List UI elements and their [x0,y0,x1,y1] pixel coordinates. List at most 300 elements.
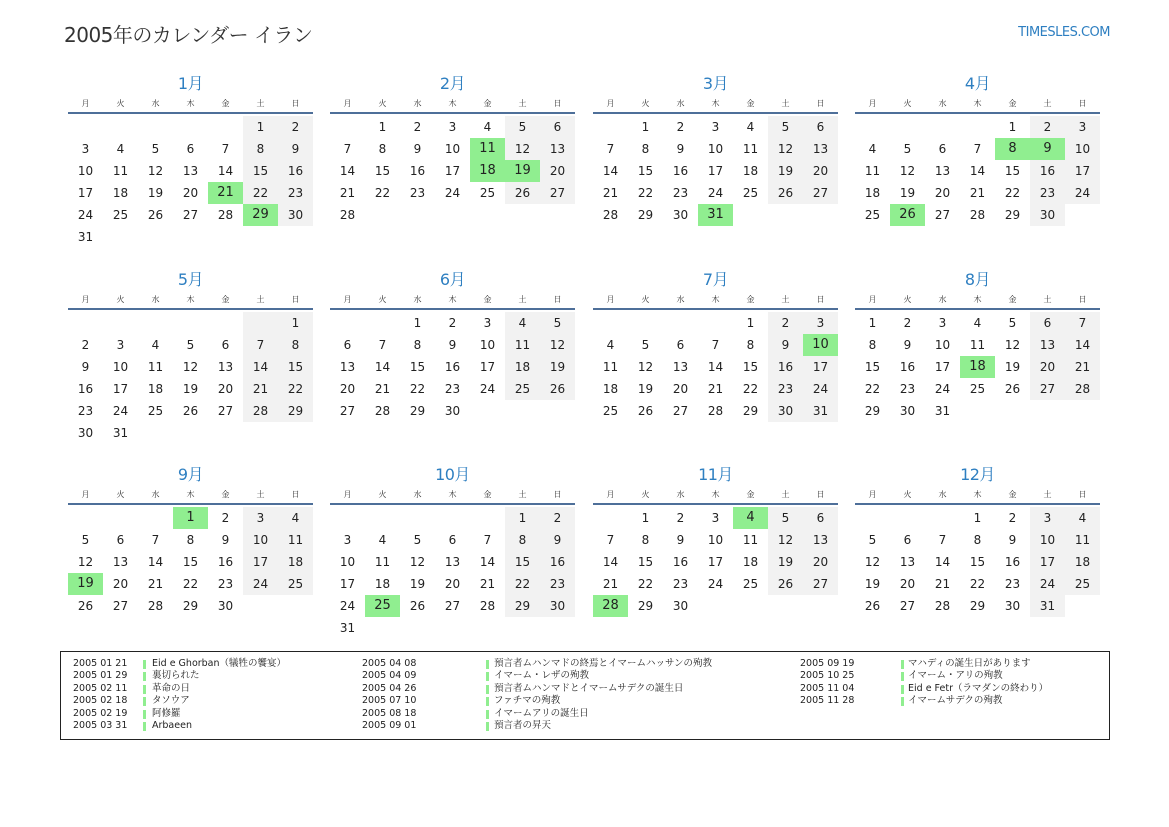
day-cell: 21 [243,378,278,400]
weekday-label: 水 [676,490,685,499]
legend-holiday-name: 預言者ムハンマドとイマームサデクの誕生日 [494,682,684,694]
weekday-header [68,97,313,111]
month-divider [593,112,838,114]
weekday-label: 日 [816,490,825,499]
day-cell-empty [173,116,208,138]
day-cell: 4 [868,142,877,156]
day-cell: 17 [1065,160,1100,182]
day-cell-empty [68,312,103,334]
day-cell: 14 [217,164,234,178]
day-cell-empty [103,312,138,334]
month-title: 1月 [177,74,204,93]
day-cell: 4 [151,338,160,352]
day-cell-empty [890,507,925,529]
legend-holiday-name: Eid e Fetr（ラマダンの終わり） [908,682,1049,694]
month-title: 2月 [439,74,466,93]
day-cell: 27 [444,599,461,613]
day-cell: 24 [112,404,129,418]
day-cell: 16 [540,551,575,573]
day-cell: 24 [444,186,461,200]
day-cell: 26 [768,182,803,204]
day-cell: 29 [505,595,540,617]
day-cell: 16 [672,555,689,569]
day-cell: 13 [339,360,356,374]
month-divider [68,308,313,310]
day-cell: 26 [505,182,540,204]
day-cell: 2 [1030,116,1065,138]
day-cell: 20 [112,577,129,591]
day-cell: 8 [868,338,877,352]
day-cell: 19 [409,577,426,591]
day-cell: 7 [378,338,387,352]
day-cell-empty [208,116,243,138]
weekday-label: 金 [1008,295,1017,304]
day-cell: 8 [641,142,650,156]
day-cell: 28 [602,208,619,222]
day-grid [68,116,313,248]
day-cell: 14 [934,555,951,569]
weekday-header [593,488,838,502]
day-cell-empty [68,507,103,529]
day-cell: 9 [1008,533,1017,547]
day-cell: 1 [413,316,422,330]
day-cell-empty [593,312,628,334]
day-cell: 5 [186,338,195,352]
day-cell: 20 [934,186,951,200]
day-cell: 28 [479,599,496,613]
day-cell: 2 [1008,511,1017,525]
month-8 [855,269,1100,422]
weekday-label: 土 [518,295,527,304]
day-grid [593,507,838,617]
month-divider [593,503,838,505]
day-cell: 24 [243,573,278,595]
weekday-header [68,488,313,502]
day-cell: 30 [444,404,461,418]
weekday-header [593,97,838,111]
day-cell: 30 [217,599,234,613]
legend-date: 2005 11 04 [800,682,855,694]
day-cell: 12 [505,138,540,160]
day-cell: 12 [864,555,881,569]
weekday-label: 金 [221,490,230,499]
day-cell: 14 [374,360,391,374]
day-cell: 30 [278,204,313,226]
day-cell: 15 [505,551,540,573]
legend-holiday-name: イマームアリの誕生日 [494,707,589,719]
day-cell: 28 [243,400,278,422]
weekday-label: 木 [186,295,195,304]
day-cell: 19 [899,186,916,200]
holiday-marker [143,697,146,706]
day-cell: 16 [444,360,461,374]
day-cell: 13 [803,529,838,551]
day-cell: 18 [1065,551,1100,573]
month-divider [68,112,313,114]
day-cell: 13 [899,555,916,569]
month-title: 11月 [698,465,733,484]
holiday-marker [901,697,904,706]
day-cell: 22 [278,378,313,400]
month-9 [68,464,313,617]
legend-holiday-name: イマーム・レザの殉教 [494,670,590,682]
day-cell: 21 [1065,356,1100,378]
holiday-marker [901,672,904,681]
day-cell: 6 [448,533,457,547]
holiday-marker [486,685,489,694]
day-cell: 17 [444,164,461,178]
weekday-label: 月 [343,295,352,304]
month-10 [330,464,575,639]
day-cell: 18 [374,577,391,591]
day-cell: 17 [339,577,356,591]
legend-holiday-name: Arbaeen [152,719,192,731]
day-cell: 16 [768,356,803,378]
day-cell: 3 [938,316,947,330]
weekday-label: 月 [81,99,90,108]
day-cell: 10 [77,164,94,178]
day-cell: 15 [637,555,654,569]
weekday-label: 土 [1043,99,1052,108]
holiday-marker [143,685,146,694]
page-title: 2005年のカレンダー イラン [64,23,313,47]
day-cell: 30 [768,400,803,422]
holiday-marker [486,722,489,731]
day-cell-empty [925,116,960,138]
day-cell: 26 [182,404,199,418]
weekday-label: 水 [151,295,160,304]
day-cell-holiday: 28 [593,595,628,617]
weekday-label: 金 [746,295,755,304]
weekday-label: 火 [903,99,912,108]
day-cell: 23 [278,182,313,204]
day-cell: 23 [899,382,916,396]
day-cell: 23 [77,404,94,418]
day-cell: 12 [77,555,94,569]
day-cell: 10 [707,533,724,547]
weekday-label: 土 [1043,490,1052,499]
day-cell: 18 [505,356,540,378]
day-cell: 7 [483,533,492,547]
day-cell: 31 [339,621,356,635]
day-cell: 29 [637,599,654,613]
day-cell: 26 [540,378,575,400]
legend-holiday-name: マハディの誕生日があります [908,658,1031,669]
day-cell-empty [103,116,138,138]
month-title: 6月 [439,270,466,289]
day-cell: 12 [899,164,916,178]
day-cell: 24 [1065,182,1100,204]
legend-date: 2005 09 19 [800,658,855,669]
day-cell: 27 [182,208,199,222]
day-cell: 5 [1008,316,1017,330]
day-cell: 14 [1065,334,1100,356]
weekday-label: 月 [606,490,615,499]
day-cell: 11 [742,533,759,547]
day-cell: 14 [969,164,986,178]
day-cell: 21 [147,577,164,591]
day-cell-holiday: 26 [890,204,925,226]
weekday-header [855,97,1100,111]
weekday-label: 木 [973,99,982,108]
month-divider [593,308,838,310]
day-cell: 17 [707,164,724,178]
day-cell: 16 [217,555,234,569]
day-cell: 1 [641,120,650,134]
day-cell: 17 [112,382,129,396]
day-cell: 19 [1004,360,1021,374]
day-cell: 27 [339,404,356,418]
day-cell: 23 [672,186,689,200]
weekday-label: 火 [116,99,125,108]
weekday-label: 日 [1078,295,1087,304]
day-cell: 8 [746,338,755,352]
day-cell: 13 [672,360,689,374]
day-grid [330,116,575,226]
day-cell: 16 [899,360,916,374]
day-cell: 16 [672,164,689,178]
day-cell: 20 [803,551,838,573]
weekday-label: 金 [1008,99,1017,108]
day-cell: 10 [243,529,278,551]
day-cell: 21 [374,382,391,396]
month-divider [68,503,313,505]
day-cell: 28 [339,208,356,222]
month-title: 12月 [960,465,995,484]
day-cell: 1 [973,511,982,525]
weekday-label: 火 [903,295,912,304]
weekday-label: 月 [868,490,877,499]
weekday-header [855,293,1100,307]
month-divider [330,503,575,505]
day-cell: 2 [540,507,575,529]
day-cell: 15 [243,160,278,182]
month-title: 4月 [964,74,991,93]
day-cell: 31 [77,230,94,244]
day-cell: 23 [444,382,461,396]
day-cell: 8 [378,142,387,156]
day-cell: 9 [278,138,313,160]
day-cell: 3 [711,120,720,134]
weekday-label: 土 [781,295,790,304]
day-cell: 3 [1030,507,1065,529]
day-cell: 15 [374,164,391,178]
day-cell-empty [330,312,365,334]
day-cell: 3 [1065,116,1100,138]
day-cell: 19 [147,186,164,200]
day-cell-holiday: 8 [995,138,1030,160]
day-cell: 14 [479,555,496,569]
day-cell: 28 [374,404,391,418]
day-cell: 22 [864,382,881,396]
day-cell: 29 [182,599,199,613]
day-cell-holiday: 1 [173,507,208,529]
weekday-label: 土 [256,295,265,304]
day-cell: 19 [768,551,803,573]
day-cell: 13 [444,555,461,569]
weekday-header [855,488,1100,502]
day-cell: 7 [606,142,615,156]
month-title: 8月 [964,270,991,289]
day-cell-empty [925,507,960,529]
day-cell-holiday: 18 [960,356,995,378]
day-cell: 16 [278,160,313,182]
day-cell: 3 [483,316,492,330]
day-cell: 22 [374,186,391,200]
day-cell: 4 [746,120,755,134]
day-cell: 2 [221,511,230,525]
site-link[interactable]: TIMESLES.COM [1018,25,1110,40]
day-cell: 12 [182,360,199,374]
legend-date: 2005 09 01 [362,719,417,731]
day-cell: 14 [602,555,619,569]
month-divider [855,112,1100,114]
day-cell: 10 [479,338,496,352]
weekday-header [68,293,313,307]
weekday-label: 月 [868,295,877,304]
day-cell-empty [663,312,698,334]
day-cell: 16 [1030,160,1065,182]
day-cell: 3 [343,533,352,547]
weekday-label: 木 [973,490,982,499]
day-cell: 7 [243,334,278,356]
day-cell: 4 [606,338,615,352]
weekday-label: 水 [938,99,947,108]
day-cell: 8 [641,533,650,547]
legend-date: 2005 02 11 [73,682,128,694]
legend-holiday-name: 預言者ムハンマドの終焉とイマームハッサンの殉教 [494,658,713,669]
day-cell-empty [103,507,138,529]
day-cell: 20 [540,160,575,182]
day-cell: 21 [934,577,951,591]
day-cell: 25 [505,378,540,400]
day-cell: 5 [413,533,422,547]
weekday-label: 木 [186,490,195,499]
day-cell: 18 [147,382,164,396]
weekday-header [330,293,575,307]
day-cell: 19 [864,577,881,591]
weekday-label: 水 [938,295,947,304]
day-cell: 6 [343,338,352,352]
day-cell: 21 [707,382,724,396]
legend-holiday-name: Eid e Ghorban（犠牲の饗宴） [152,658,287,669]
weekday-label: 日 [291,99,300,108]
day-cell: 31 [1030,595,1065,617]
day-cell: 7 [973,142,982,156]
day-cell: 10 [444,142,461,156]
day-cell: 15 [742,360,759,374]
weekday-label: 日 [553,490,562,499]
day-grid [855,116,1100,226]
day-cell-holiday: 4 [733,507,768,529]
day-cell: 8 [278,334,313,356]
day-cell: 23 [672,577,689,591]
day-cell: 28 [969,208,986,222]
weekday-label: 月 [868,99,877,108]
holiday-marker [901,685,904,694]
day-cell: 9 [413,142,422,156]
day-cell: 29 [1004,208,1021,222]
day-cell: 28 [1065,378,1100,400]
day-cell: 6 [186,142,195,156]
day-cell: 22 [637,577,654,591]
day-cell: 2 [676,511,685,525]
day-cell: 6 [221,338,230,352]
day-cell: 3 [711,511,720,525]
weekday-label: 金 [1008,490,1017,499]
weekday-label: 火 [116,295,125,304]
legend-date: 2005 01 21 [73,658,128,669]
day-cell: 14 [602,164,619,178]
day-cell: 30 [77,426,94,440]
day-cell: 13 [934,164,951,178]
day-cell: 7 [343,142,352,156]
legend-holiday-name: タソウア [152,695,190,707]
day-cell: 5 [868,533,877,547]
day-cell: 29 [278,400,313,422]
day-cell: 25 [864,208,881,222]
day-cell: 22 [243,182,278,204]
day-cell: 2 [413,120,422,134]
month-title: 7月 [702,270,729,289]
day-cell: 21 [339,186,356,200]
weekday-label: 木 [448,490,457,499]
day-cell: 9 [768,334,803,356]
weekday-label: 金 [483,99,492,108]
day-cell: 30 [1004,599,1021,613]
weekday-label: 火 [378,295,387,304]
day-cell: 5 [540,312,575,334]
day-cell: 20 [1030,356,1065,378]
day-grid [330,507,575,639]
day-cell: 15 [278,356,313,378]
weekday-label: 土 [518,490,527,499]
legend-date: 2005 10 25 [800,670,855,682]
day-cell: 17 [707,555,724,569]
day-cell: 10 [1065,138,1100,160]
day-cell: 26 [637,404,654,418]
day-cell: 27 [899,599,916,613]
weekday-label: 火 [641,99,650,108]
day-cell-empty [208,312,243,334]
day-cell: 22 [637,186,654,200]
day-cell: 24 [803,378,838,400]
day-grid [68,312,313,444]
day-cell: 25 [479,186,496,200]
day-cell: 20 [182,186,199,200]
weekday-label: 土 [781,99,790,108]
day-cell: 7 [151,533,160,547]
day-cell: 4 [505,312,540,334]
legend-date: 2005 04 08 [362,658,417,669]
legend-holiday-name: 革命の日 [152,682,191,694]
day-cell: 12 [540,334,575,356]
day-cell: 17 [77,186,94,200]
day-cell: 6 [540,116,575,138]
day-cell: 8 [413,338,422,352]
day-cell-empty [470,507,505,529]
weekday-label: 水 [151,99,160,108]
day-cell: 19 [637,382,654,396]
day-cell: 26 [77,599,94,613]
day-cell: 25 [1065,573,1100,595]
day-cell: 25 [742,186,759,200]
weekday-label: 水 [413,99,422,108]
day-cell: 8 [186,533,195,547]
weekday-label: 日 [553,295,562,304]
day-cell: 4 [1065,507,1100,529]
day-cell: 10 [112,360,129,374]
